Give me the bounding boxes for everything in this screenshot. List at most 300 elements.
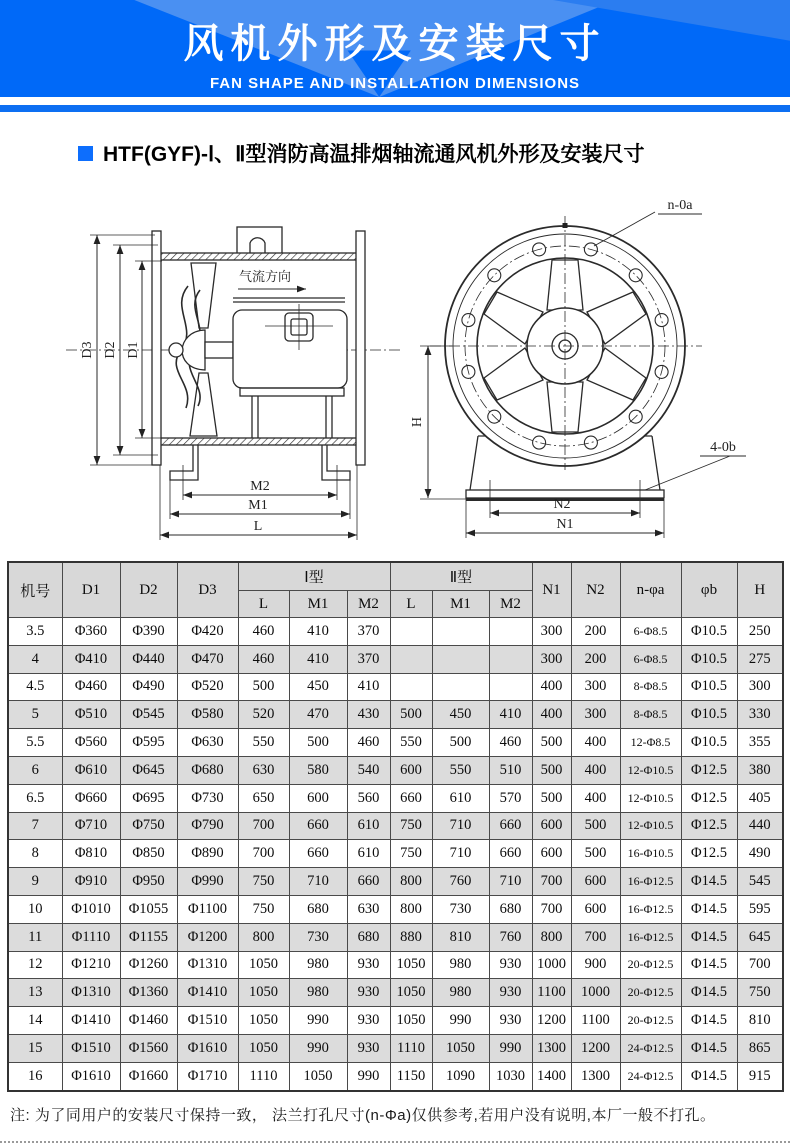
table-cell: 16-Φ12.5 xyxy=(620,923,681,951)
table-cell: 400 xyxy=(532,673,571,701)
page-banner xyxy=(0,0,790,97)
table-cell: Φ470 xyxy=(177,645,238,673)
table-cell: 1050 xyxy=(390,1007,432,1035)
table-cell: 520 xyxy=(238,701,289,729)
table-cell: 1110 xyxy=(238,1062,289,1090)
table-cell: Φ950 xyxy=(120,868,177,896)
table-cell: 410 xyxy=(489,701,532,729)
table-cell: 980 xyxy=(289,979,347,1007)
table-row xyxy=(8,1062,783,1090)
table-cell: 680 xyxy=(347,923,390,951)
table-cell: Φ645 xyxy=(120,756,177,784)
table-cell: 660 xyxy=(347,868,390,896)
table-cell: 500 xyxy=(571,812,620,840)
table-cell: Φ520 xyxy=(177,673,238,701)
table-cell: 460 xyxy=(489,729,532,757)
table-cell: Φ14.5 xyxy=(681,1007,737,1035)
table-cell: Φ990 xyxy=(177,868,238,896)
table-cell: 545 xyxy=(737,868,783,896)
table-cell: 1050 xyxy=(289,1062,347,1090)
table-cell: 710 xyxy=(489,868,532,896)
table-cell: 6.5 xyxy=(8,784,62,812)
table-cell: Φ12.5 xyxy=(681,784,737,812)
front-view-drawing xyxy=(420,212,746,538)
table-cell: 400 xyxy=(571,784,620,812)
table-row xyxy=(8,868,783,896)
table-cell: 460 xyxy=(347,729,390,757)
table-cell: 710 xyxy=(432,840,489,868)
table-cell: 6-Φ8.5 xyxy=(620,645,681,673)
table-cell: 990 xyxy=(289,1034,347,1062)
table-cell: 400 xyxy=(571,756,620,784)
table-cell: Φ14.5 xyxy=(681,951,737,979)
table-cell: 15 xyxy=(8,1034,62,1062)
table-cell: 680 xyxy=(489,895,532,923)
table-cell: 1300 xyxy=(532,1034,571,1062)
table-cell: 1200 xyxy=(532,1007,571,1035)
table-cell: 500 xyxy=(532,784,571,812)
table-cell: 800 xyxy=(390,895,432,923)
table-cell: 600 xyxy=(532,812,571,840)
table-cell: Φ1710 xyxy=(177,1062,238,1090)
table-cell: 1300 xyxy=(571,1062,620,1090)
table-cell: 560 xyxy=(347,784,390,812)
table-cell: 915 xyxy=(737,1062,783,1090)
table-cell: 8-Φ8.5 xyxy=(620,701,681,729)
table-cell: 600 xyxy=(532,840,571,868)
table-cell: 550 xyxy=(238,729,289,757)
page-subtitle: FAN SHAPE AND INSTALLATION DIMENSIONS xyxy=(209,75,581,92)
table-cell xyxy=(489,673,532,701)
table-cell: 14 xyxy=(8,1007,62,1035)
table-cell: 570 xyxy=(489,784,532,812)
table-cell: 580 xyxy=(289,756,347,784)
table-cell: 750 xyxy=(238,895,289,923)
table-cell: 1050 xyxy=(238,1034,289,1062)
table-cell: 5 xyxy=(8,701,62,729)
table-cell: 930 xyxy=(489,979,532,1007)
table-cell: 660 xyxy=(489,840,532,868)
table-cell: 8 xyxy=(8,840,62,868)
table-cell: 410 xyxy=(289,618,347,646)
table-cell: Φ1510 xyxy=(177,1007,238,1035)
table-cell: 250 xyxy=(737,618,783,646)
table-cell: 410 xyxy=(289,645,347,673)
table-cell xyxy=(489,645,532,673)
table-cell: 11 xyxy=(8,923,62,951)
table-cell: Φ14.5 xyxy=(681,1034,737,1062)
table-cell: 7 xyxy=(8,812,62,840)
table-row xyxy=(8,756,783,784)
table-cell: Φ10.5 xyxy=(681,701,737,729)
table-cell: 470 xyxy=(289,701,347,729)
table-cell: Φ14.5 xyxy=(681,1062,737,1090)
table-cell: 330 xyxy=(737,701,783,729)
col-group-type1: Ⅰ型 xyxy=(238,562,390,591)
table-cell: Φ12.5 xyxy=(681,756,737,784)
table-cell: 500 xyxy=(532,729,571,757)
dim-label-m1: M1 xyxy=(248,498,268,513)
table-cell: 865 xyxy=(737,1034,783,1062)
table-cell: Φ1155 xyxy=(120,923,177,951)
section-heading xyxy=(78,138,790,168)
table-cell: 600 xyxy=(289,784,347,812)
table-cell: 6-Φ8.5 xyxy=(620,618,681,646)
table-cell xyxy=(489,618,532,646)
table-cell: 500 xyxy=(532,756,571,784)
table-cell: 980 xyxy=(432,979,489,1007)
col-header-d1: D1 xyxy=(62,562,120,618)
table-cell: Φ10.5 xyxy=(681,729,737,757)
table-cell: Φ410 xyxy=(62,645,120,673)
table-cell: 12 xyxy=(8,951,62,979)
dimensions-table xyxy=(7,561,784,1092)
table-cell: 650 xyxy=(238,784,289,812)
table-cell: 760 xyxy=(489,923,532,951)
table-cell: Φ695 xyxy=(120,784,177,812)
table-cell: 700 xyxy=(571,923,620,951)
table-cell: 490 xyxy=(737,840,783,868)
table-cell: 645 xyxy=(737,923,783,951)
table-cell: 16 xyxy=(8,1062,62,1090)
table-cell: Φ1360 xyxy=(120,979,177,1007)
table-cell: 370 xyxy=(347,645,390,673)
table-cell: Φ1410 xyxy=(62,1007,120,1035)
table-cell: 660 xyxy=(289,812,347,840)
table-cell: Φ810 xyxy=(62,840,120,868)
fan-drawings-svg xyxy=(0,168,790,546)
table-cell: Φ460 xyxy=(62,673,120,701)
table-cell xyxy=(390,673,432,701)
table-cell: 930 xyxy=(347,1007,390,1035)
airflow-direction-label: 气流方向 xyxy=(238,269,292,284)
table-cell: 630 xyxy=(238,756,289,784)
table-cell: 610 xyxy=(347,840,390,868)
table-cell: 810 xyxy=(737,1007,783,1035)
table-row xyxy=(8,645,783,673)
table-cell: 500 xyxy=(289,729,347,757)
table-cell: 405 xyxy=(737,784,783,812)
table-cell: 810 xyxy=(432,923,489,951)
table-cell: 8-Φ8.5 xyxy=(620,673,681,701)
table-cell: Φ1510 xyxy=(62,1034,120,1062)
table-cell: Φ14.5 xyxy=(681,979,737,1007)
table-cell: 300 xyxy=(571,701,620,729)
table-cell: Φ1460 xyxy=(120,1007,177,1035)
table-cell xyxy=(390,618,432,646)
table-cell: Φ1610 xyxy=(177,1034,238,1062)
dim-label-d3: D3 xyxy=(80,341,95,359)
table-cell: 500 xyxy=(390,701,432,729)
table-cell: Φ1660 xyxy=(120,1062,177,1090)
table-cell: 660 xyxy=(489,812,532,840)
table-cell: 1100 xyxy=(571,1007,620,1035)
col-header-d3: D3 xyxy=(177,562,238,618)
table-cell: 1050 xyxy=(238,951,289,979)
table-row xyxy=(8,840,783,868)
page-title: 风机外形及安装尺寸 xyxy=(183,22,607,66)
dotted-separator xyxy=(0,1141,790,1143)
table-cell: Φ1310 xyxy=(177,951,238,979)
table-cell: 460 xyxy=(238,645,289,673)
table-cell: 1090 xyxy=(432,1062,489,1090)
table-cell: Φ490 xyxy=(120,673,177,701)
table-cell: 880 xyxy=(390,923,432,951)
table-cell: 700 xyxy=(532,895,571,923)
table-cell: Φ390 xyxy=(120,618,177,646)
table-cell: 990 xyxy=(432,1007,489,1035)
table-cell xyxy=(390,645,432,673)
table-cell: 980 xyxy=(289,951,347,979)
table-cell: Φ890 xyxy=(177,840,238,868)
table-cell: 540 xyxy=(347,756,390,784)
table-cell: 610 xyxy=(347,812,390,840)
table-cell: 300 xyxy=(532,618,571,646)
table-cell: 510 xyxy=(489,756,532,784)
table-cell xyxy=(432,673,489,701)
table-cell: 200 xyxy=(571,645,620,673)
table-row xyxy=(8,923,783,951)
table-cell: 20-Φ12.5 xyxy=(620,1007,681,1035)
table-cell: Φ12.5 xyxy=(681,812,737,840)
table-cell: Φ1610 xyxy=(62,1062,120,1090)
section-heading-text: HTF(GYF)-Ⅰ、Ⅱ型消防高温排烟轴流通风机外形及安装尺寸 xyxy=(103,143,645,166)
foot-holes-label: 4-0b xyxy=(710,440,736,455)
dim-label-h: H xyxy=(410,416,425,428)
table-cell: 730 xyxy=(432,895,489,923)
table-cell: Φ1200 xyxy=(177,923,238,951)
table-cell: 930 xyxy=(347,1034,390,1062)
col-header-h: H xyxy=(737,562,783,618)
dim-label-n1: N1 xyxy=(556,517,574,532)
table-cell: Φ1100 xyxy=(177,895,238,923)
table-cell xyxy=(432,645,489,673)
table-cell: 750 xyxy=(238,868,289,896)
table-cell: Φ1410 xyxy=(177,979,238,1007)
table-cell: Φ660 xyxy=(62,784,120,812)
table-cell: Φ610 xyxy=(62,756,120,784)
square-bullet-icon xyxy=(78,146,93,161)
table-cell: 9 xyxy=(8,868,62,896)
table-cell: 16-Φ12.5 xyxy=(620,895,681,923)
table-cell: 750 xyxy=(737,979,783,1007)
table-cell: 370 xyxy=(347,618,390,646)
table-cell: 1050 xyxy=(390,951,432,979)
table-cell: 550 xyxy=(432,756,489,784)
table-cell: 700 xyxy=(238,840,289,868)
table-cell: 600 xyxy=(390,756,432,784)
side-view-drawing xyxy=(66,227,400,540)
table-cell: 4 xyxy=(8,645,62,673)
table-cell: 1150 xyxy=(390,1062,432,1090)
table-cell: 1050 xyxy=(238,1007,289,1035)
table-cell: Φ1055 xyxy=(120,895,177,923)
table-cell: 930 xyxy=(489,951,532,979)
table-row xyxy=(8,618,783,646)
table-cell: 300 xyxy=(737,673,783,701)
table-cell: 760 xyxy=(432,868,489,896)
table-cell: Φ680 xyxy=(177,756,238,784)
col-header-d2: D2 xyxy=(120,562,177,618)
table-cell: Φ560 xyxy=(62,729,120,757)
table-cell: Φ10.5 xyxy=(681,618,737,646)
table-cell: 500 xyxy=(238,673,289,701)
table-cell: Φ14.5 xyxy=(681,868,737,896)
table-cell: 700 xyxy=(238,812,289,840)
col-header-type1-m1: M1 xyxy=(289,591,347,618)
table-row xyxy=(8,895,783,923)
table-cell: Φ790 xyxy=(177,812,238,840)
table-cell: 400 xyxy=(532,701,571,729)
table-row xyxy=(8,951,783,979)
col-header-n2: N2 xyxy=(571,562,620,618)
table-cell: 450 xyxy=(432,701,489,729)
table-cell: 13 xyxy=(8,979,62,1007)
table-cell: Φ10.5 xyxy=(681,673,737,701)
table-cell: 10 xyxy=(8,895,62,923)
table-cell: Φ420 xyxy=(177,618,238,646)
table-cell: 12-Φ8.5 xyxy=(620,729,681,757)
table-row xyxy=(8,673,783,701)
table-cell: 500 xyxy=(571,840,620,868)
table-cell: 1050 xyxy=(432,1034,489,1062)
table-cell: 660 xyxy=(289,840,347,868)
table-cell: Φ14.5 xyxy=(681,895,737,923)
col-header-phi-b: φb xyxy=(681,562,737,618)
table-cell: 400 xyxy=(571,729,620,757)
table-cell: Φ12.5 xyxy=(681,840,737,868)
table-cell: 750 xyxy=(390,840,432,868)
table-cell: 450 xyxy=(289,673,347,701)
table-cell: 990 xyxy=(489,1034,532,1062)
col-header-type1-m2: M2 xyxy=(347,591,390,618)
col-header-n-phi-a: n-φa xyxy=(620,562,681,618)
table-cell: 12-Φ10.5 xyxy=(620,812,681,840)
table-cell: 1100 xyxy=(532,979,571,1007)
table-cell: 930 xyxy=(347,951,390,979)
table-cell: 1050 xyxy=(390,979,432,1007)
table-cell: 3.5 xyxy=(8,618,62,646)
table-cell: 200 xyxy=(571,618,620,646)
table-cell: Φ360 xyxy=(62,618,120,646)
dim-label-d1: D1 xyxy=(126,341,141,359)
table-cell: 990 xyxy=(289,1007,347,1035)
table-row xyxy=(8,979,783,1007)
table-cell: 300 xyxy=(532,645,571,673)
table-cell: 5.5 xyxy=(8,729,62,757)
table-cell: 1200 xyxy=(571,1034,620,1062)
blue-divider-bar xyxy=(0,105,790,112)
table-cell: Φ1560 xyxy=(120,1034,177,1062)
table-cell: 4.5 xyxy=(8,673,62,701)
table-row xyxy=(8,1034,783,1062)
table-cell: 440 xyxy=(737,812,783,840)
table-cell: 1000 xyxy=(532,951,571,979)
table-row xyxy=(8,812,783,840)
table-cell: Φ910 xyxy=(62,868,120,896)
table-cell: 12-Φ10.5 xyxy=(620,756,681,784)
table-cell: 20-Φ12.5 xyxy=(620,979,681,1007)
table-cell: 595 xyxy=(737,895,783,923)
table-cell: Φ730 xyxy=(177,784,238,812)
table-cell: Φ10.5 xyxy=(681,645,737,673)
table-cell: 730 xyxy=(289,923,347,951)
table-cell: Φ440 xyxy=(120,645,177,673)
table-cell: 710 xyxy=(432,812,489,840)
dim-label-n2: N2 xyxy=(553,497,571,512)
table-cell: 600 xyxy=(571,868,620,896)
table-cell: Φ750 xyxy=(120,812,177,840)
table-cell: Φ545 xyxy=(120,701,177,729)
table-cell: 500 xyxy=(432,729,489,757)
dim-label-d2: D2 xyxy=(103,341,118,359)
table-cell: 410 xyxy=(347,673,390,701)
table-cell xyxy=(432,618,489,646)
table-cell: 930 xyxy=(489,1007,532,1035)
table-cell: 430 xyxy=(347,701,390,729)
table-cell: 460 xyxy=(238,618,289,646)
table-cell: 900 xyxy=(571,951,620,979)
table-cell: 1050 xyxy=(238,979,289,1007)
drawings-figure xyxy=(0,168,790,546)
table-cell: 800 xyxy=(532,923,571,951)
table-cell: 24-Φ12.5 xyxy=(620,1062,681,1090)
table-cell: 710 xyxy=(289,868,347,896)
table-cell: 600 xyxy=(571,895,620,923)
table-cell: 380 xyxy=(737,756,783,784)
table-cell: 700 xyxy=(532,868,571,896)
dimensions-table-body xyxy=(8,618,783,1091)
table-cell: 12-Φ10.5 xyxy=(620,784,681,812)
table-cell: 990 xyxy=(347,1062,390,1090)
table-row xyxy=(8,701,783,729)
table-cell: Φ1010 xyxy=(62,895,120,923)
table-cell: 24-Φ12.5 xyxy=(620,1034,681,1062)
table-cell: 680 xyxy=(289,895,347,923)
table-cell: Φ510 xyxy=(62,701,120,729)
table-cell: Φ580 xyxy=(177,701,238,729)
col-header-type2-m1: M1 xyxy=(432,591,489,618)
table-cell: 1000 xyxy=(571,979,620,1007)
table-row xyxy=(8,1007,783,1035)
dim-label-m2: M2 xyxy=(250,479,270,494)
table-cell: Φ14.5 xyxy=(681,923,737,951)
table-cell: Φ1210 xyxy=(62,951,120,979)
col-header-type2-m2: M2 xyxy=(489,591,532,618)
table-cell: Φ1260 xyxy=(120,951,177,979)
table-cell: 930 xyxy=(347,979,390,1007)
table-cell: 1400 xyxy=(532,1062,571,1090)
table-row xyxy=(8,729,783,757)
table-cell: 800 xyxy=(390,868,432,896)
table-cell: 700 xyxy=(737,951,783,979)
table-cell: Φ710 xyxy=(62,812,120,840)
table-cell: 1030 xyxy=(489,1062,532,1090)
table-cell: Φ850 xyxy=(120,840,177,868)
table-cell: 20-Φ12.5 xyxy=(620,951,681,979)
table-cell: 800 xyxy=(238,923,289,951)
dim-label-l: L xyxy=(253,519,263,534)
col-group-type2: Ⅱ型 xyxy=(390,562,532,591)
table-cell: 660 xyxy=(390,784,432,812)
table-note: 注: 为了同用户的安装尺寸保持一致， 法兰打孔尺寸(n-Φa)仅供参考,若用户没有说明,本厂一般不打孔。 xyxy=(10,1106,716,1124)
table-cell: Φ1310 xyxy=(62,979,120,1007)
table-cell: Φ630 xyxy=(177,729,238,757)
table-cell: 16-Φ10.5 xyxy=(620,840,681,868)
col-header-machine: 机号 xyxy=(8,562,62,618)
table-cell: 750 xyxy=(390,812,432,840)
table-cell: 1110 xyxy=(390,1034,432,1062)
